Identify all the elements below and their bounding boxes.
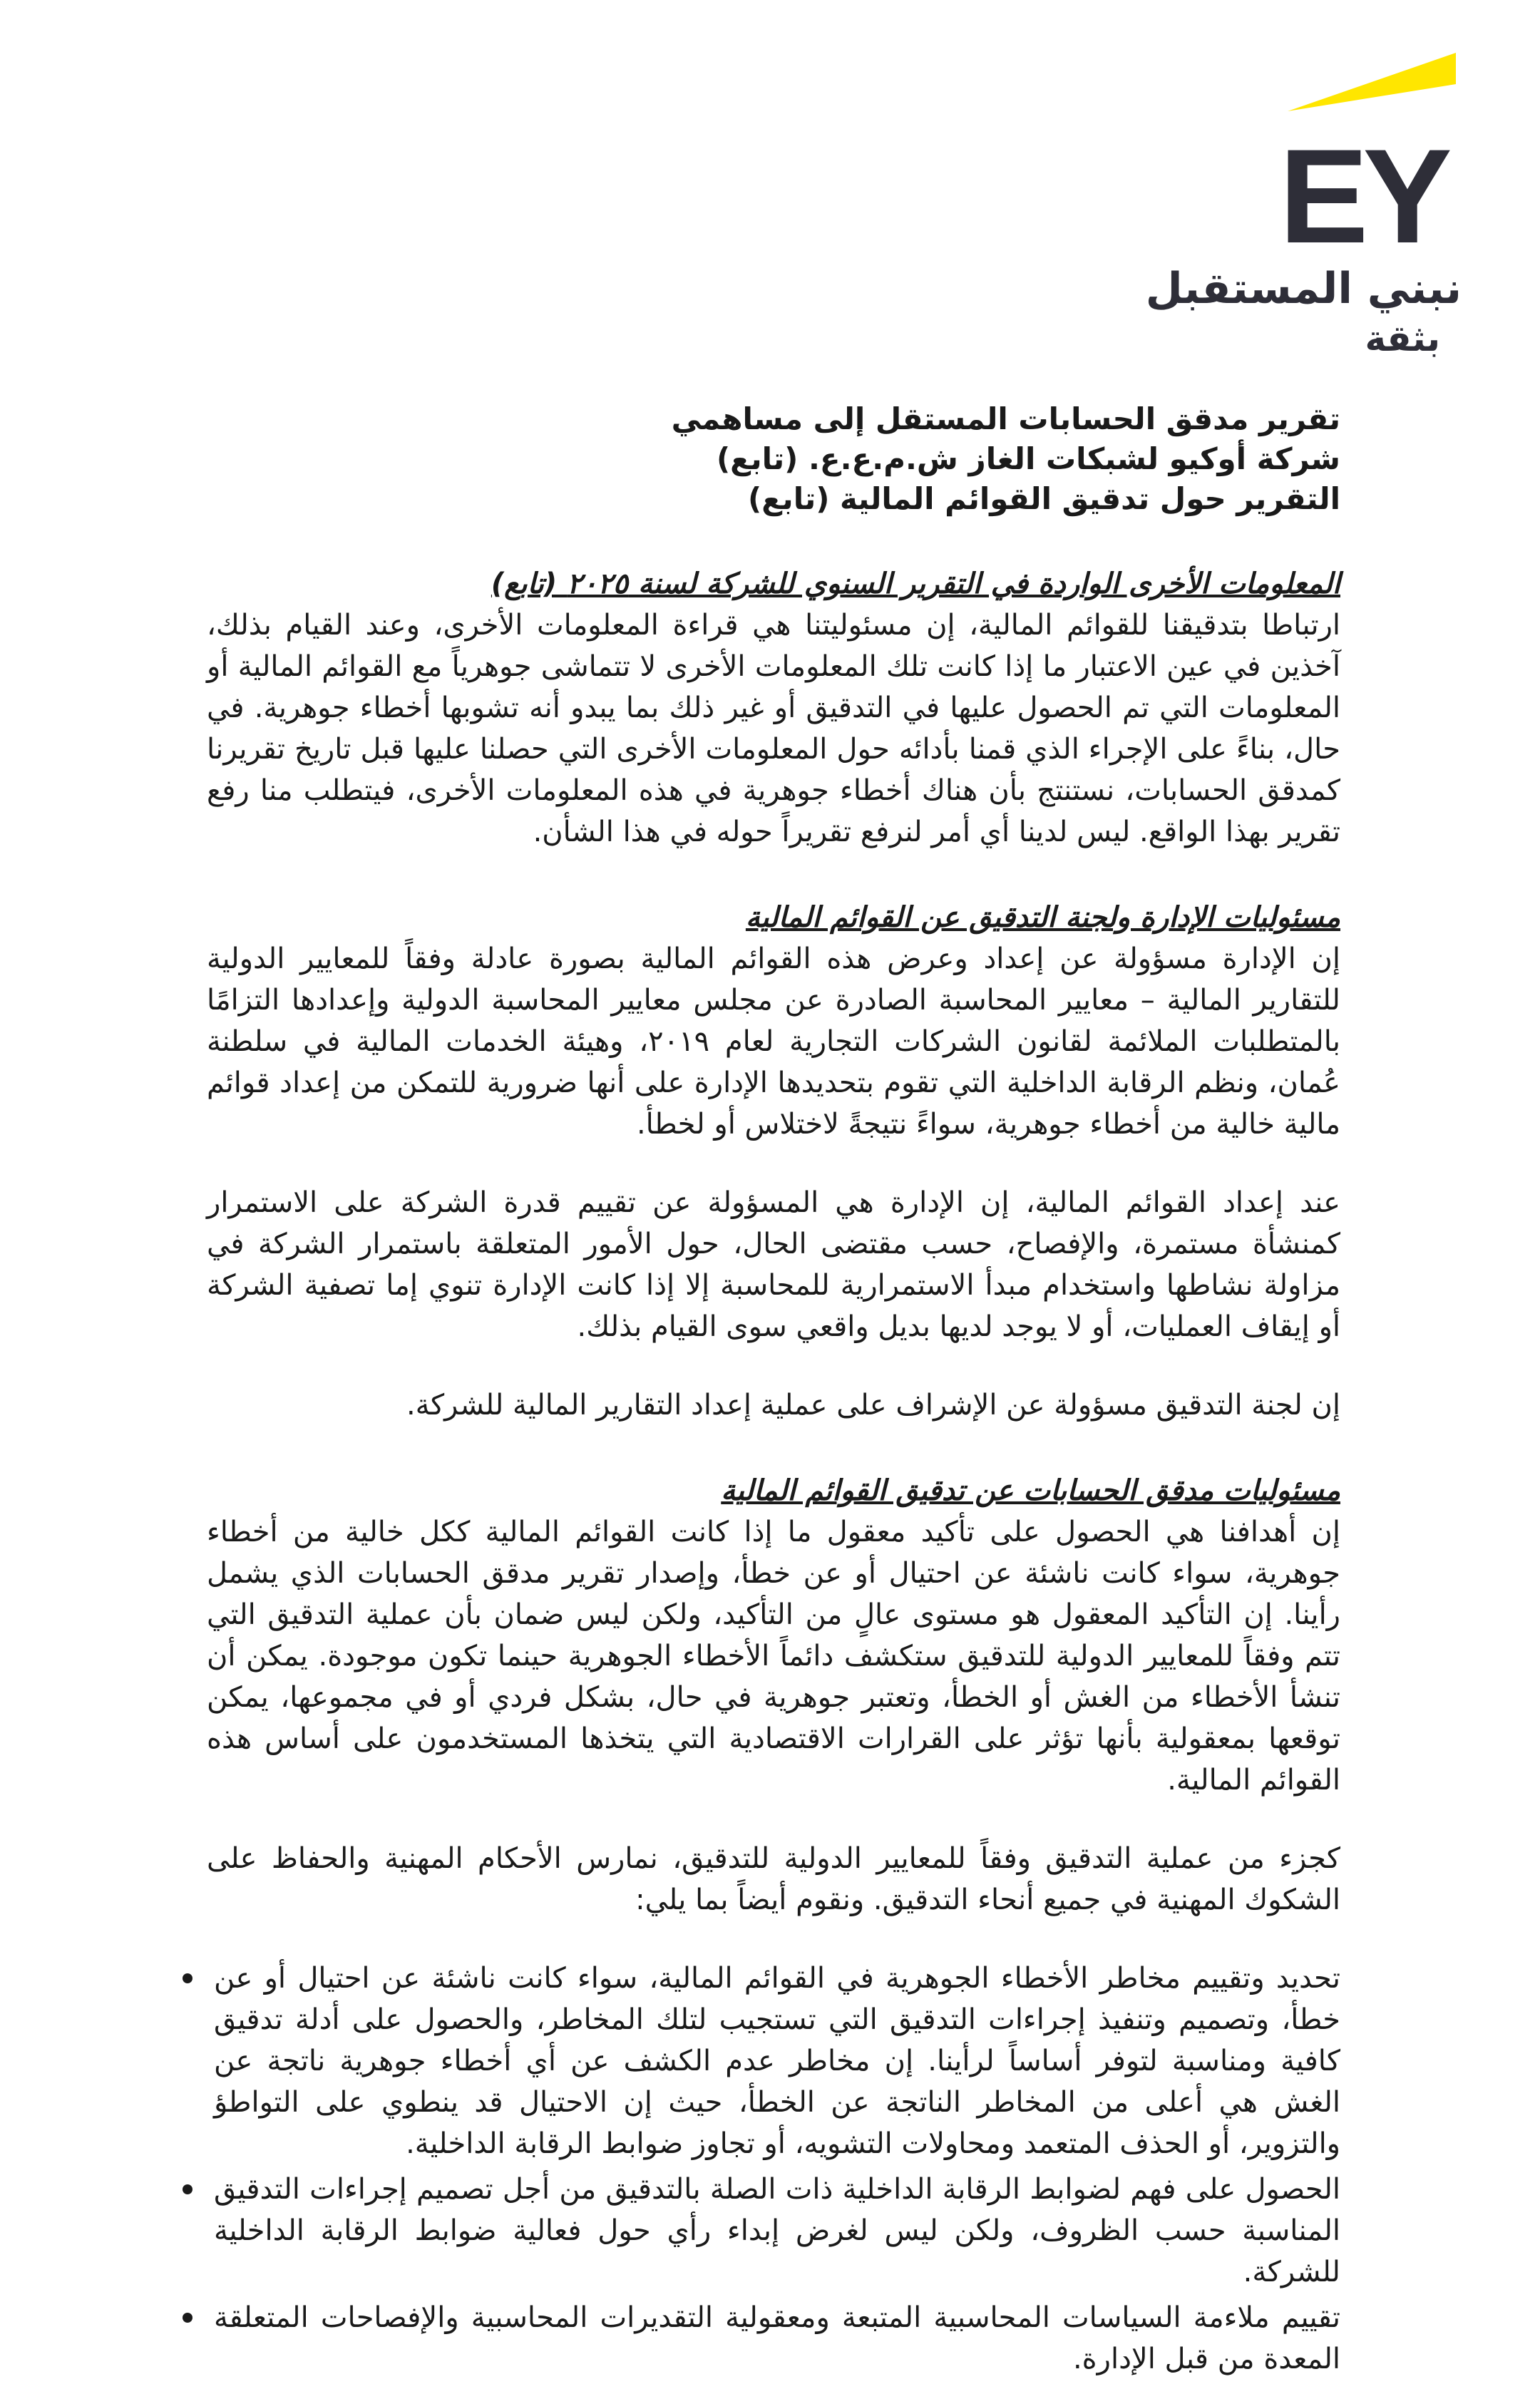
auditor-procedures-list [207,1958,1340,2380]
logo-tagline-line2: بثقة [1365,318,1440,359]
list-item-text: تقييم ملاءمة السياسات المحاسبية المتبعة ومعقولية التقديرات المحاسبية والإفصاحات المتعلقة المعدة من قبل الإدارة. [214,2301,1340,2375]
section-heading-other-information: المعلومات الأخرى الواردة في التقرير السنوي للشركة لسنة ٢٠٢٥ (تابع) [491,567,1340,600]
auditor-paragraph-1: إن أهدافنا هي الحصول على تأكيد معقول ما إذا كانت القوائم المالية ككل خالية من أخطاء جوهرية، سواء كانت ناشئة عن احتيال أو عن خطأ، وإصدار تقرير مدقق الحسابات الذي يشمل رأينا. إن التأكيد المعقول هو مستوى عالٍ من التأكيد، ولكن ليس ضمان بأن عملية التدقيق التي تتم وفقاً للمعايير الدولية للتدقيق ستكشف دائماً الأخطاء الجوهرية حينما تكون موجودة. يمكن أن تنشأ الأخطاء من الغش أو الخطأ، وتعتبر جوهرية في حال، بشكل فردي أو في مجموعها، يمكن توقعها بمعقولية بأنها تؤثر على القرارات الاقتصادية التي يتخذها المستخدمون على أساس هذه القوائم المالية. [207,1516,1340,1797]
ey-beam-icon [1288,53,1456,117]
section-heading-management-responsibilities: مسئوليات الإدارة ولجنة التدقيق عن القوائم المالية [745,901,1340,934]
report-title-line2: شركة أوكيو لشبكات الغاز ش.م.ع.ع. (تابع) [716,441,1340,476]
bullet-icon [183,2184,192,2194]
list-item-text: الحصول على فهم لضوابط الرقابة الداخلية ذات الصلة بالتدقيق من أجل تصميم إجراءات التدقيق المناسبة حسب الظروف، ولكن ليس لغرض إبداء رأي حول فعالية ضوابط الرقابة الداخلية للشركة. [214,2173,1340,2288]
bullet-icon [183,2313,192,2323]
section-heading-auditor-responsibilities: مسئوليات مدقق الحسابات عن تدقيق القوائم المالية [721,1474,1340,1507]
list-item [207,2297,1340,2380]
management-paragraph-3: إن لجنة التدقيق مسؤولة عن الإشراف على عملية إعداد التقارير المالية للشركة. [406,1389,1340,1422]
list-item-text: تحديد وتقييم مخاطر الأخطاء الجوهرية في القوائم المالية، سواء كانت ناشئة عن احتيال أو عن خطأ، وتصميم وتنفيذ إجراءات التدقيق التي تستجيب لتلك المخاطر، والحصول على أدلة تدقيق كافية ومناسبة لتوفر أساساً لرأينا. إن مخاطر عدم الكشف عن أي أخطاء جوهرية ناتجة عن الغش هي أعلى من المخاطر الناتجة عن الخطأ، حيث إن الاحتيال قد ينطوي على التواطؤ والتزوير، أو الحذف المتعمد ومحاولات التشويه، أو تجاوز ضوابط الرقابة الداخلية. [214,1962,1340,2160]
bullet-icon [183,1973,192,1983]
ey-logo [1145,50,1462,359]
report-title-line1: تقرير مدقق الحسابات المستقل إلى مساهمي [671,401,1340,436]
auditor-paragraph-2: كجزء من عملية التدقيق وفقاً للمعايير الدولية للتدقيق، نمارس الأحكام المهنية والحفاظ على الشكوك المهنية في جميع أنحاء التدقيق. ونقوم أيضاً بما يلي: [207,1842,1340,1916]
report-body [207,399,1340,2384]
management-paragraph-2: عند إعداد القوائم المالية، إن الإدارة هي المسؤولة عن تقييم قدرة الشركة على الاستمرار كمنشأة مستمرة، والإفصاح، حسب مقتضى الحال، حول الأمور المتعلقة باستمرار الشركة في مزاولة نشاطها واستخدام مبدأ الاستمرارية للمحاسبة إلا إذا كانت الإدارة تنوي إما تصفية الشركة أو إيقاف العمليات، أو لا يوجد لديها بديل واقعي سوى القيام بذلك. [207,1186,1340,1343]
list-item [207,2169,1340,2293]
ey-wordmark: EY [1279,121,1447,271]
list-item [207,1958,1340,2164]
logo-tagline-line1: نبني المستقبل [1145,264,1462,314]
other-information-paragraph: ارتباطا بتدقيقنا للقوائم المالية، إن مسئوليتنا هي قراءة المعلومات الأخرى، وعند القيام بذلك، آخذين في عين الاعتبار ما إذا كانت تلك المعلومات الأخرى لا تتماشى جوهرياً مع القوائم المالية أو المعلومات التي تم الحصول عليها في التدقيق أو غير ذلك بما يبدو أنه تشوبها أخطاء جوهرية. في حال، بناءً على الإجراء الذي قمنا بأدائه حول المعلومات الأخرى التي حصلنا عليها قبل تاريخ تقريرنا كمدقق الحسابات، نستنتج بأن هناك أخطاء جوهرية في هذه المعلومات الأخرى، فيتطلب منا رفع تقرير بهذا الواقع. ليس لدينا أي أمر لنرفع تقريراً حوله في هذا الشأن. [207,609,1340,848]
management-paragraph-1: إن الإدارة مسؤولة عن إعداد وعرض هذه القوائم المالية بصورة عادلة وفقاً للمعايير الدولية للتقارير المالية – معايير المحاسبة الصادرة عن مجلس معايير المحاسبة الدولية وإعدادها التزامًا بالمتطلبات الملائمة لقانون الشركات التجارية لعام ٢٠١٩، وهيئة الخدمات المالية في سلطنة عُمان، ونظم الرقابة الداخلية التي تقوم بتحديدها الإدارة على أنها ضرورية للتمكن من إعداد قوائم مالية خالية من أخطاء جوهرية، سواءً نتيجةً لاختلاس أو لخطأ. [207,942,1341,1141]
report-title-line3: التقرير حول تدقيق القوائم المالية (تابع) [748,481,1340,516]
